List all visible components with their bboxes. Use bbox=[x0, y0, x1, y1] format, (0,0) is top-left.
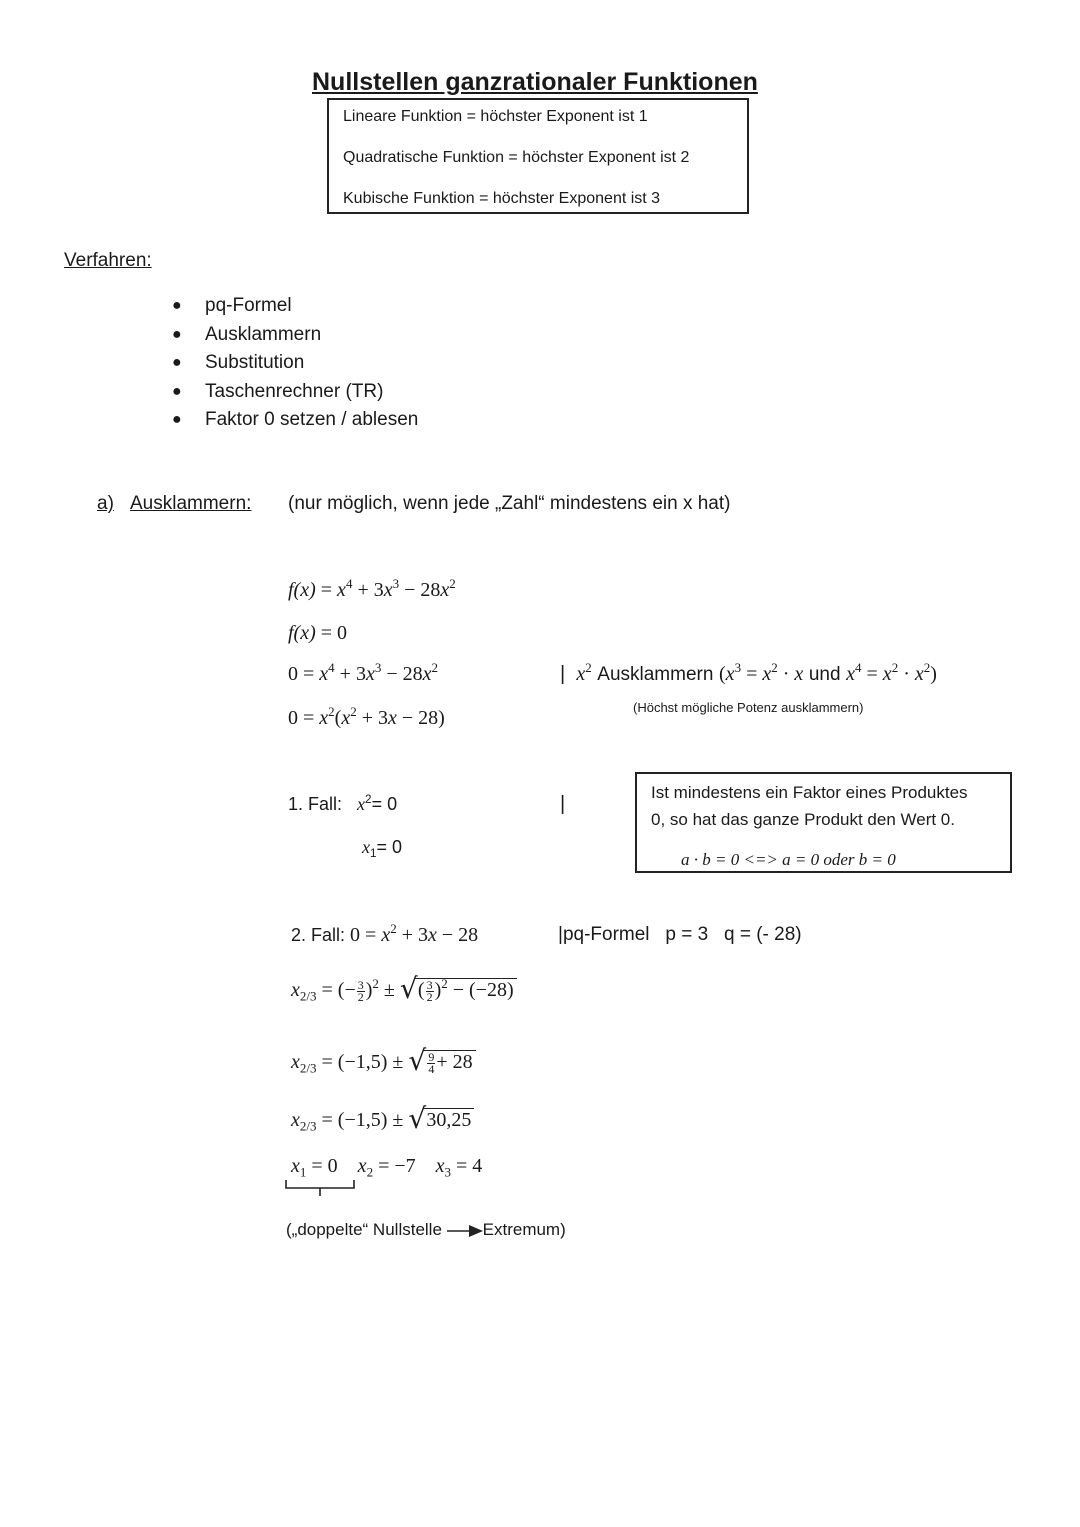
list-item: ● Ausklammern bbox=[172, 321, 418, 350]
section-a-note: (nur möglich, wenn jede „Zahl“ mindestens ein x hat) bbox=[288, 493, 731, 514]
fall1-equation: 1. Fall: $x^2= 0$ bbox=[288, 792, 398, 814]
factor-rule-line1: Ist mindestens ein Faktor eines Produktes bbox=[651, 783, 968, 802]
underbrace-icon bbox=[284, 1178, 358, 1200]
equation-function: $f(x) = x^4 + 3x^3 - 28x^2$ bbox=[288, 576, 456, 601]
definition-cubic: Kubische Funktion = höchster Exponent ist 3 bbox=[343, 190, 661, 207]
bullet-icon: ● bbox=[172, 297, 182, 314]
pq-formula-step1: $x_{2/3}$ = (− $\frac{3}{2}$ )$^2$ ± √ ( $\frac{3}{2}$ )$^2$ − (−28) bbox=[291, 978, 517, 1003]
equation-zero-form: $0 = x^4 + 3x^3 - 28x^2$ bbox=[288, 660, 439, 685]
verfahren-heading: Verfahren: bbox=[64, 250, 152, 271]
bullet-icon: ● bbox=[172, 354, 182, 372]
equation-set-zero: f(x) = 0 bbox=[288, 622, 348, 644]
fall2-equation: 2. Fall: $0 = x^2 + 3x - 28$ bbox=[291, 921, 479, 946]
pq-formula-step2: $x_{2/3} = (-1,5)$ ± √ $\frac{9}{4}$ + 28 bbox=[291, 1050, 476, 1075]
factor-rule-box bbox=[635, 772, 1012, 873]
list-item: ● pq-Formel bbox=[172, 292, 418, 321]
bullet-icon: ● bbox=[172, 411, 182, 429]
factor-rule-formula: a · b = 0 <=> a = 0 oder b = 0 bbox=[681, 850, 896, 869]
fall1-solution: $x_1= 0$ bbox=[362, 837, 403, 861]
pq-formula-step3: $x_{2/3} = (-1,5)$ ± √ 30,25 bbox=[291, 1108, 474, 1132]
list-item: ● Faktor 0 setzen / ablesen bbox=[172, 406, 418, 435]
pq-hint: |pq-Formel p = 3 q = (- 28) bbox=[558, 924, 802, 945]
bullet-icon: ● bbox=[172, 325, 182, 343]
list-item: ● Taschenrechner (TR) bbox=[172, 378, 418, 407]
separator-bar: | bbox=[560, 793, 566, 815]
section-a-letter: a) bbox=[97, 493, 114, 514]
solutions-line: $x_1 = 0$ $x_2 = -7$ $x_3 = 4$ bbox=[291, 1155, 483, 1180]
factor-rule-line2: 0, so hat das ganze Produkt den Wert 0. bbox=[651, 810, 955, 829]
equation-factored: $0 = x^2(x^2 + 3x - 28)$ bbox=[288, 704, 445, 729]
section-a-title: Ausklammern: bbox=[130, 493, 252, 514]
ausklammern-hint: | $x^2$ Ausklammern ($x^3 = x^2 \cdot x$ und $x^4 = x^2 \cdot x^2$) bbox=[560, 660, 937, 685]
ausklammern-note: (Höchst mögliche Potenz ausklammern) bbox=[633, 700, 864, 715]
double-root-note: („doppelte“ Nullstelle Extremum) bbox=[286, 1220, 566, 1239]
definition-linear: Lineare Funktion = höchster Exponent ist 1 bbox=[343, 108, 648, 125]
definition-box bbox=[327, 98, 749, 214]
arrow-right-icon bbox=[447, 1224, 483, 1238]
methods-list bbox=[172, 292, 418, 435]
page-title: Nullstellen ganzrationaler Funktionen bbox=[312, 68, 758, 96]
bullet-icon: ● bbox=[172, 382, 182, 400]
definition-quadratic: Quadratische Funktion = höchster Exponent ist 2 bbox=[343, 149, 690, 166]
list-item: ● Substitution bbox=[172, 349, 418, 378]
